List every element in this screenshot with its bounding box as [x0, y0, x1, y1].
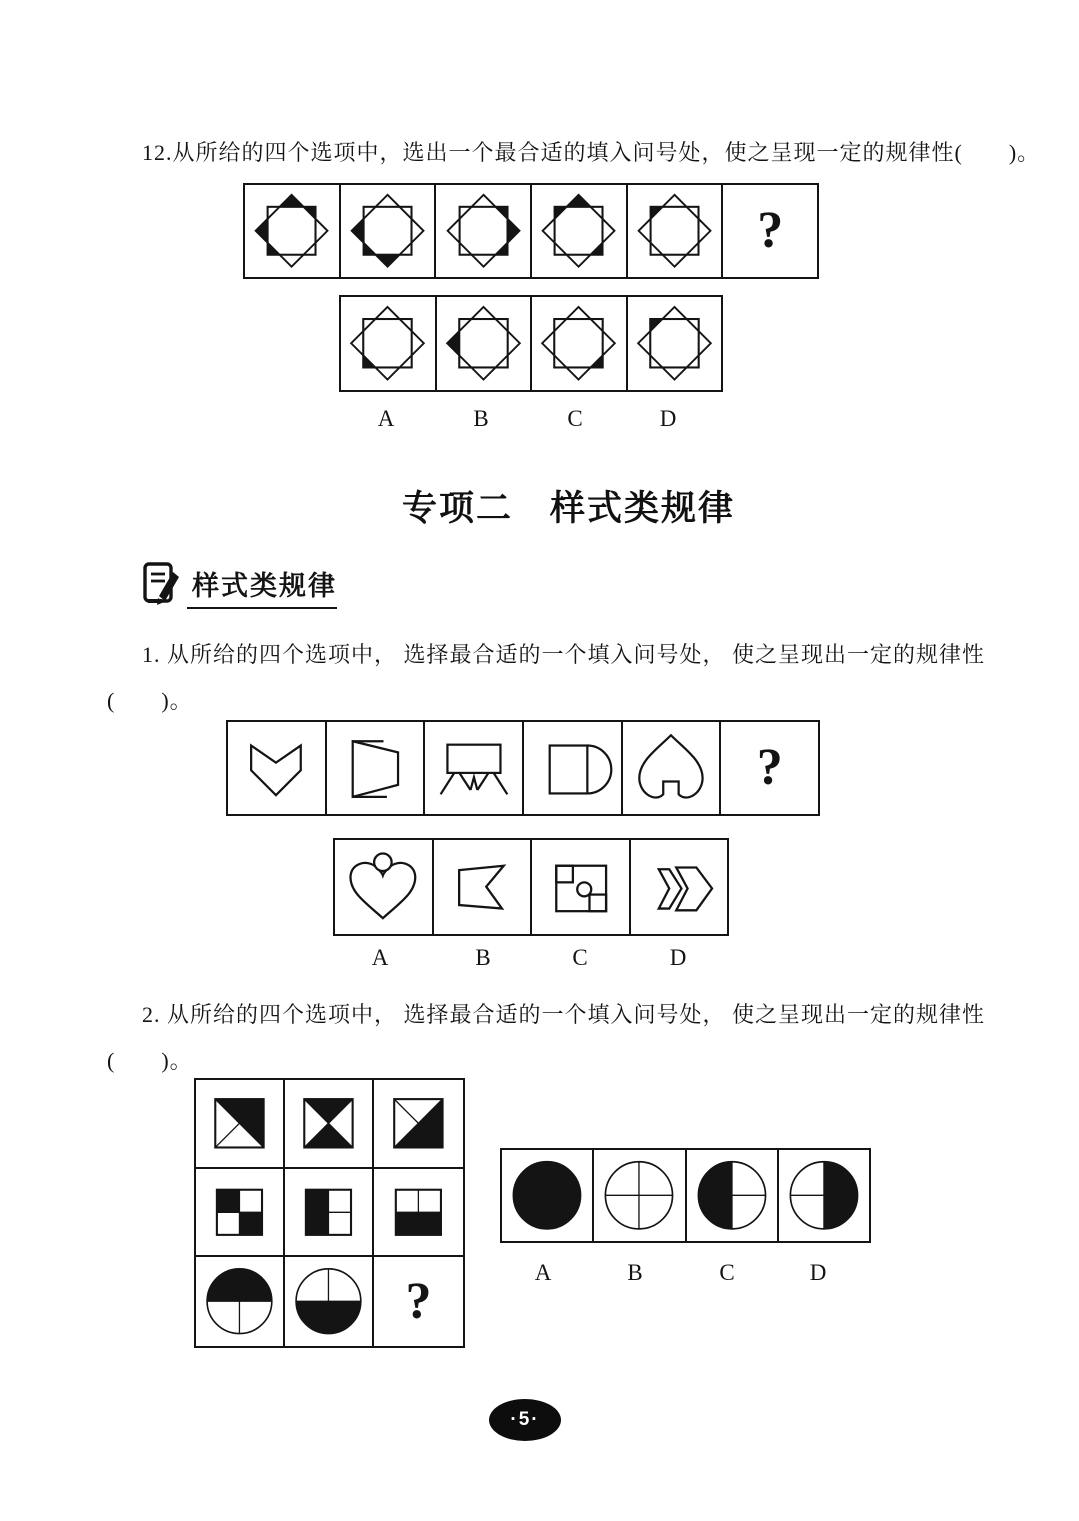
q2-grid-cell-3-1	[196, 1257, 285, 1346]
q1-sequence-cell-3	[423, 722, 522, 814]
q1-sequence-cell-5	[621, 722, 720, 814]
question-1-text-line1: 1. 从所给的四个选项中， 选择最合适的一个填入问号处， 使之呈现出一定的规律性	[142, 642, 986, 667]
q1-option-c-figure	[530, 840, 629, 934]
q12-option-label-a: A	[377, 406, 395, 431]
q2-grid-cell-1-1	[196, 1080, 285, 1169]
q12-sequence-strip	[243, 183, 819, 279]
q2-option-label-c: C	[719, 1260, 735, 1285]
question-2-text-line1: 2. 从所给的四个选项中， 选择最合适的一个填入问号处， 使之呈现出一定的规律性	[142, 1002, 986, 1027]
q12-sequence-cell-1	[245, 185, 339, 277]
q2-options-strip	[500, 1148, 871, 1243]
q12-option-label-c: C	[567, 406, 583, 431]
q12-option-c-figure	[530, 297, 626, 390]
q12-options-strip	[339, 295, 723, 392]
q1-option-label-d: D	[669, 945, 687, 970]
section-title: 专项二 样式类规律	[402, 489, 736, 528]
q2-grid-cell-1-2	[285, 1080, 374, 1169]
q2-option-c-figure	[685, 1150, 777, 1241]
q1-sequence-cell-2	[325, 722, 424, 814]
q2-option-label-b: B	[627, 1260, 643, 1285]
q2-option-label-d: D	[809, 1260, 827, 1285]
subsection-underline	[187, 607, 337, 609]
q1-option-label-a: A	[371, 945, 389, 970]
q2-option-a-figure	[502, 1150, 592, 1241]
question-1-text-line2: ( )。	[107, 688, 193, 713]
q2-option-d-figure	[777, 1150, 869, 1241]
q1-sequence-cell-4	[522, 722, 621, 814]
page-number-badge: ·5·	[489, 1399, 561, 1441]
q2-question-mark-cell: ?	[405, 1272, 432, 1330]
q12-sequence-cell-3	[434, 185, 530, 277]
q2-grid-cell-2-2	[285, 1169, 374, 1258]
notepad-pencil-icon	[142, 560, 183, 607]
q12-option-d-figure	[626, 297, 722, 390]
q1-options-strip	[333, 838, 729, 936]
q1-option-label-b: B	[475, 945, 491, 970]
q12-option-label-d: D	[659, 406, 677, 431]
q2-option-label-a: A	[534, 1260, 552, 1285]
q12-option-label-b: B	[473, 406, 489, 431]
q12-option-a-figure	[341, 297, 435, 390]
q12-sequence-cell-5	[626, 185, 722, 277]
q2-option-b-figure	[592, 1150, 684, 1241]
q12-option-b-figure	[435, 297, 531, 390]
q2-matrix-grid	[194, 1078, 465, 1348]
q1-option-a-figure	[335, 840, 432, 934]
question-12-text: 12.从所给的四个选项中，选出一个最合适的填入问号处，使之呈现一定的规律性( )。	[142, 140, 1041, 165]
subsection-title: 样式类规律	[192, 571, 337, 601]
q12-question-mark-cell: ?	[721, 185, 817, 277]
q12-sequence-cell-2	[339, 185, 435, 277]
q2-grid-cell-2-3	[374, 1169, 463, 1258]
question-2-text-line2: ( )。	[107, 1048, 193, 1073]
q2-grid-cell-3-2	[285, 1257, 374, 1346]
q1-sequence-cell-1	[228, 722, 325, 814]
q12-sequence-cell-4	[530, 185, 626, 277]
q1-question-mark-cell: ?	[719, 722, 818, 814]
q2-grid-cell-2-1	[196, 1169, 285, 1258]
q2-grid-cell-1-3	[374, 1080, 463, 1169]
q1-option-d-figure	[629, 840, 728, 934]
q1-option-b-figure	[432, 840, 531, 934]
q1-option-label-c: C	[572, 945, 588, 970]
q1-sequence-strip	[226, 720, 820, 816]
